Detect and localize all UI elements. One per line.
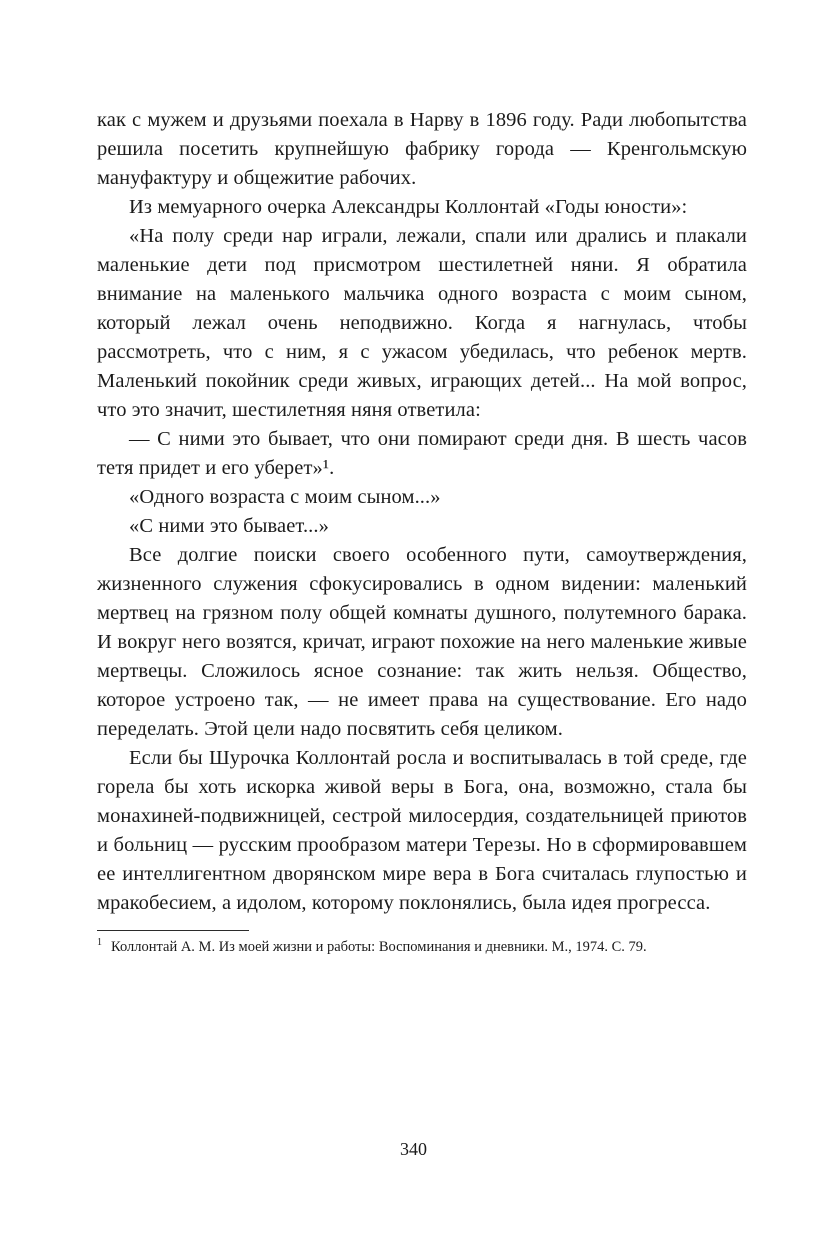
footnote-block: [97, 930, 747, 957]
paragraph: — С ними это бывает, что они помирают среди дня. В шесть часов тетя придет и его уберет»¹.: [97, 428, 747, 479]
page-number: 340: [400, 1139, 427, 1159]
paragraph: Из мемуарного очерка Александры Коллонтай «Годы юности»:: [129, 196, 688, 218]
page-body-text: [97, 106, 747, 918]
footnote-divider: [97, 930, 249, 931]
paragraph: Если бы Шурочка Коллонтай росла и воспитывалась в той среде, где горела бы хоть искорка живой веры в Бога, она, возможно, стала бы монахиней-подвижницей, сестрой милосердия, создательницей приютов и больниц — русским прообразом матери Терезы. Но в сформировавшем ее интеллигентном дворянском мире вера в Бога считалась глупостью и мракобесием, а идолом, которому поклонялись, была идея прогресса.: [97, 747, 747, 914]
footnote-marker: 1: [97, 937, 102, 949]
paragraph: «Одного возраста с моим сыном...»: [129, 486, 441, 508]
footnote: [97, 938, 747, 957]
paragraph: как с мужем и друзьями поехала в Нарву в 1896 году. Ради любопытства решила посетить крупнейшую фабрику города — Кренгольмскую мануфактуру и общежитие рабочих.: [97, 109, 747, 189]
footnote-text: Коллонтай А. М. Из моей жизни и работы: Воспоминания и дневники. М., 1974. С. 79.: [111, 939, 647, 955]
paragraph: «С ними это бывает...»: [129, 515, 329, 537]
paragraph: «На полу среди нар играли, лежали, спали или дрались и плакали маленькие дети под присмотром шестилетней няни. Я обратила внимание на маленького мальчика одного возраста с моим сыном, который лежал очень неподвижно. Когда я нагнулась, чтобы рассмотреть, что с ним, я с ужасом убедилась, что ребенок мертв. Маленький покойник среди живых, играющих детей... На мой вопрос, что это значит, шестилетняя няня ответила:: [97, 225, 747, 421]
paragraph: Все долгие поиски своего особенного пути, самоутверждения, жизненного служения сфокусировались в одном видении: маленький мертвец на грязном полу общей комнаты душного, полутемного барака. И вокруг него возятся, кричат, играют похожие на него маленькие живые мертвецы. Сложилось ясное сознание: так жить нельзя. Общество, которое устроено так, — не имеет права на существование. Его надо переделать. Этой цели надо посвятить себя целиком.: [97, 544, 747, 740]
